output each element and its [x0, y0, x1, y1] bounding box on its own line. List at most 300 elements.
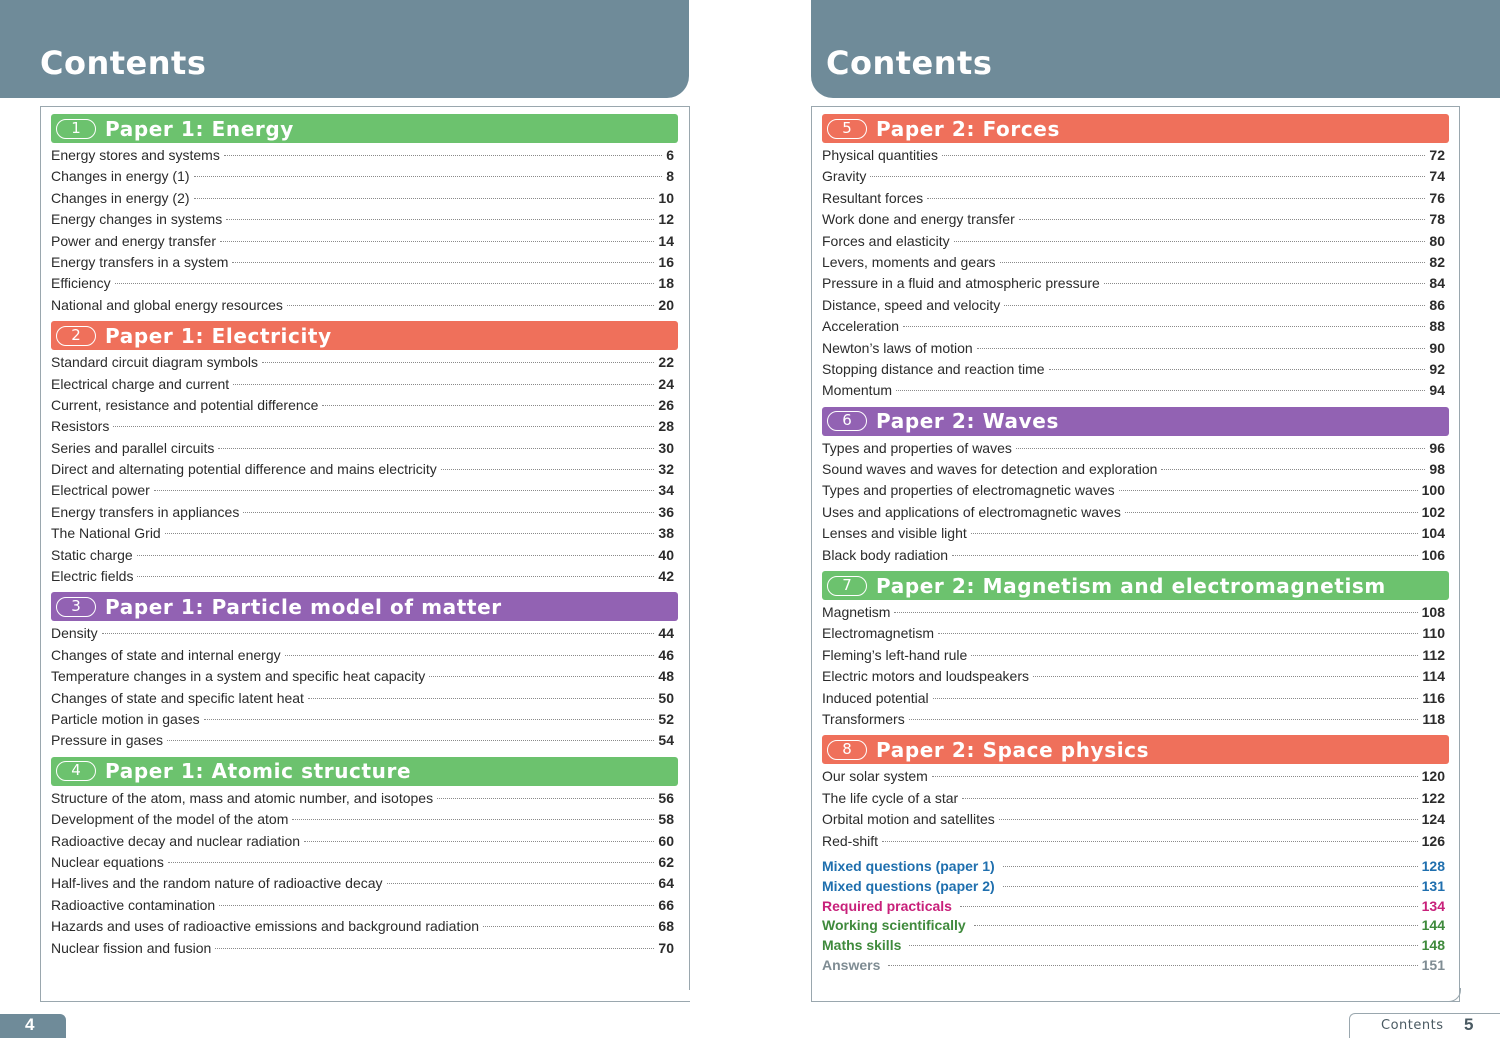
entry-page-number: 110	[1422, 625, 1445, 642]
entry-title: Half-lives and the random nature of radioactive decay	[51, 875, 383, 892]
entry-title: Answers	[822, 956, 881, 973]
entry-title: Electric motors and loudspeakers	[822, 668, 1029, 685]
toc-entry[interactable]	[822, 956, 1449, 976]
toc-entry[interactable]	[51, 352, 678, 373]
frame-corner	[1447, 988, 1461, 1002]
toc-entry[interactable]	[822, 252, 1449, 273]
entry-title: Magnetism	[822, 604, 891, 621]
entry-title: Lenses and visible light	[822, 525, 967, 542]
entry-page-number: 32	[658, 461, 674, 478]
dot-leader	[115, 283, 655, 284]
page-title: Contents	[40, 44, 207, 82]
toc-entry[interactable]	[51, 273, 678, 294]
entry-title: Electrical charge and current	[51, 375, 230, 392]
section-header[interactable]	[822, 407, 1449, 436]
entry-title: Types and properties of electromagnetic waves	[822, 482, 1115, 499]
toc-entry[interactable]	[51, 831, 678, 852]
entry-page-number: 100	[1421, 482, 1445, 499]
section-header[interactable]	[51, 592, 678, 621]
toc-entry[interactable]	[51, 395, 678, 416]
toc-entry[interactable]	[51, 438, 678, 459]
dot-leader	[168, 862, 655, 863]
dot-leader	[932, 776, 1418, 777]
dot-leader	[285, 655, 655, 656]
toc-entry[interactable]	[51, 374, 678, 395]
dot-leader	[1019, 219, 1426, 220]
toc-entry[interactable]	[51, 416, 678, 437]
dot-leader	[888, 965, 1417, 966]
toc-entry[interactable]	[51, 480, 678, 501]
entry-title: Power and energy transfer	[51, 232, 216, 249]
entry-page-number: 116	[1422, 689, 1445, 706]
entry-title: Efficiency	[51, 275, 111, 292]
toc-entry[interactable]	[822, 459, 1449, 480]
entry-page-number: 94	[1429, 382, 1445, 399]
entry-page-number: 131	[1421, 877, 1445, 894]
dot-leader	[220, 241, 654, 242]
toc-entry[interactable]	[822, 709, 1449, 730]
toc-entry[interactable]	[51, 295, 678, 316]
toc-entry[interactable]	[51, 523, 678, 544]
dot-leader	[219, 905, 654, 906]
entry-title: Energy stores and systems	[51, 147, 220, 163]
section-header[interactable]	[822, 114, 1449, 143]
entry-title: Density	[51, 625, 98, 642]
dot-leader	[483, 926, 654, 927]
dot-leader	[1033, 676, 1418, 677]
entry-page-number: 20	[658, 296, 674, 313]
dot-leader	[903, 326, 1425, 327]
entry-title: Pressure in gases	[51, 732, 164, 749]
entry-page-number: 24	[658, 375, 674, 392]
section-number-badge: 7	[827, 576, 867, 596]
dot-leader	[429, 676, 654, 677]
toc-entry[interactable]	[51, 852, 678, 873]
entry-page-number: 74	[1429, 168, 1445, 185]
toc-entry[interactable]	[51, 188, 678, 209]
section-number-badge: 1	[56, 119, 96, 139]
entry-page-number: 122	[1421, 789, 1445, 806]
entry-page-number: 10	[658, 189, 674, 206]
toc-entry[interactable]	[822, 480, 1449, 501]
toc-entry[interactable]	[822, 338, 1449, 359]
dot-leader	[154, 490, 655, 491]
dot-leader	[387, 883, 655, 884]
entry-page-number: 58	[658, 811, 674, 828]
section-entries	[822, 438, 1449, 566]
entry-page-number: 114	[1422, 668, 1445, 685]
entry-page-number: 56	[658, 789, 674, 806]
toc-entry[interactable]	[51, 809, 678, 830]
toc-entry[interactable]	[822, 380, 1449, 401]
dot-leader	[304, 841, 654, 842]
entry-page-number: 28	[658, 418, 674, 435]
entry-title: Current, resistance and potential difference	[51, 396, 319, 413]
dot-leader	[194, 198, 655, 199]
dot-leader	[165, 533, 655, 534]
toc-entry[interactable]	[51, 873, 678, 894]
toc-entry[interactable]	[51, 166, 678, 187]
toc-entry[interactable]	[822, 502, 1449, 523]
toc-entry[interactable]	[822, 316, 1449, 337]
entry-title: Orbital motion and satellites	[822, 811, 995, 828]
dot-leader	[437, 798, 654, 799]
entry-page-number: 144	[1421, 917, 1445, 934]
section-header[interactable]	[822, 571, 1449, 600]
entry-page-number: 6	[666, 147, 674, 163]
entry-title: Fleming’s left-hand rule	[822, 646, 968, 663]
section-header[interactable]	[822, 735, 1449, 764]
entry-page-number: 84	[1429, 275, 1445, 292]
entry-page-number: 26	[658, 396, 674, 413]
entry-page-number: 108	[1421, 604, 1445, 621]
dot-leader	[1104, 283, 1426, 284]
section-title: Paper 2: Space physics	[876, 737, 1150, 762]
entry-page-number: 126	[1421, 832, 1445, 849]
entry-page-number: 34	[658, 482, 674, 499]
entry-title: Working scientifically	[822, 917, 966, 934]
dot-leader	[322, 405, 654, 406]
page-number: 5	[1464, 1015, 1474, 1034]
section-title: Paper 2: Forces	[876, 116, 1060, 141]
entry-page-number: 78	[1429, 211, 1445, 228]
entry-page-number: 70	[658, 939, 674, 956]
toc-entry[interactable]	[822, 166, 1449, 187]
dot-leader	[441, 469, 655, 470]
dot-leader	[909, 719, 1419, 720]
dot-leader	[933, 698, 1419, 699]
entry-page-number: 118	[1422, 710, 1445, 727]
dot-leader	[102, 633, 655, 634]
entry-title: Forces and elasticity	[822, 232, 950, 249]
dot-leader	[292, 819, 654, 820]
entry-title: Static charge	[51, 546, 133, 563]
entry-title: Red-shift	[822, 832, 879, 849]
toc-entry[interactable]	[822, 688, 1449, 709]
dot-leader	[938, 633, 1418, 634]
dot-leader	[894, 612, 1417, 613]
right-page	[811, 0, 1500, 1064]
entry-page-number: 36	[658, 503, 674, 520]
entry-title: Energy changes in systems	[51, 211, 223, 228]
dot-leader	[287, 305, 654, 306]
entry-title: Electromagnetism	[822, 625, 935, 642]
entry-title: Development of the model of the atom	[51, 811, 289, 828]
entry-title: Uses and applications of electromagnetic waves	[822, 503, 1121, 520]
footer-page-tab	[1349, 1013, 1500, 1038]
section-header[interactable]	[51, 321, 678, 350]
entry-page-number: 106	[1421, 546, 1445, 563]
entry-page-number: 16	[658, 253, 674, 270]
section-number-badge: 6	[827, 411, 867, 431]
toc-entry[interactable]	[822, 231, 1449, 252]
toc-entry[interactable]	[51, 645, 678, 666]
dot-leader	[1161, 469, 1425, 470]
dot-leader	[137, 576, 654, 577]
toc-entry[interactable]	[822, 831, 1449, 852]
dot-leader	[167, 740, 654, 741]
contents-frame	[40, 106, 690, 1002]
entry-page-number: 12	[658, 211, 674, 228]
entry-page-number: 64	[658, 875, 674, 892]
entry-page-number: 42	[658, 568, 674, 585]
toc-entry[interactable]	[51, 666, 678, 687]
toc-entry[interactable]	[51, 566, 678, 587]
entry-title: Pressure in a fluid and atmospheric pressure	[822, 275, 1100, 292]
entry-page-number: 102	[1421, 503, 1445, 520]
entry-page-number: 96	[1429, 439, 1445, 456]
dot-leader	[1125, 512, 1418, 513]
dot-leader	[262, 362, 654, 363]
entry-page-number: 48	[658, 668, 674, 685]
dot-leader	[218, 448, 654, 449]
dot-leader	[1000, 262, 1426, 263]
entry-page-number: 22	[658, 354, 674, 371]
toc-entry[interactable]	[822, 809, 1449, 830]
section-number-badge: 4	[56, 761, 96, 781]
toc-entry[interactable]	[822, 438, 1449, 459]
entry-title: Black body radiation	[822, 546, 949, 563]
entry-title: Changes of state and internal energy	[51, 646, 281, 663]
entry-title: Required practicals	[822, 897, 952, 914]
page-title: Contents	[826, 44, 993, 82]
toc-entry[interactable]	[51, 145, 678, 166]
toc-entry[interactable]	[822, 623, 1449, 644]
toc-entry[interactable]	[51, 459, 678, 480]
entry-title: Gravity	[822, 168, 867, 185]
dot-leader	[215, 948, 654, 949]
dot-leader	[999, 819, 1418, 820]
toc-entry[interactable]	[51, 502, 678, 523]
entry-title: Radioactive decay and nuclear radiation	[51, 832, 301, 849]
section-entries	[822, 602, 1449, 730]
entry-title: Physical quantities	[822, 147, 938, 163]
section-title: Paper 1: Particle model of matter	[105, 594, 502, 619]
footer-page-tab	[0, 1014, 66, 1038]
toc-entry[interactable]	[822, 295, 1449, 316]
entry-title: Structure of the atom, mass and atomic number, and isotopes	[51, 789, 434, 806]
dot-leader	[882, 841, 1418, 842]
entry-page-number: 98	[1429, 461, 1445, 478]
entry-title: Our solar system	[822, 768, 928, 785]
dot-leader	[1016, 448, 1426, 449]
entry-page-number: 90	[1429, 339, 1445, 356]
entry-page-number: 54	[658, 732, 674, 749]
section-entries	[51, 145, 678, 316]
entry-title: Standard circuit diagram symbols	[51, 354, 258, 371]
entry-page-number: 66	[658, 896, 674, 913]
dot-leader	[232, 262, 654, 263]
dot-leader	[1003, 886, 1418, 887]
footer-label: Contents	[1381, 1018, 1444, 1033]
entry-title: National and global energy resources	[51, 296, 283, 313]
section-entries	[822, 766, 1449, 852]
entry-title: Direct and alternating potential difference and mains electricity	[51, 461, 437, 478]
entry-page-number: 151	[1421, 956, 1445, 973]
entry-title: Changes in energy (1)	[51, 168, 190, 185]
dot-leader	[308, 698, 654, 699]
dot-leader	[137, 555, 655, 556]
toc-entry[interactable]	[822, 545, 1449, 566]
section-header[interactable]	[51, 757, 678, 786]
contents-frame	[811, 106, 1460, 1002]
toc-entry[interactable]	[51, 688, 678, 709]
entry-title: Sound waves and waves for detection and exploration	[822, 461, 1158, 478]
entry-title: Changes in energy (2)	[51, 189, 190, 206]
toc-entry[interactable]	[822, 857, 1449, 877]
toc-entry[interactable]	[822, 273, 1449, 294]
entry-title: Momentum	[822, 382, 893, 399]
entry-page-number: 50	[658, 689, 674, 706]
entry-page-number: 14	[658, 232, 674, 249]
entry-title: The National Grid	[51, 525, 161, 542]
entry-page-number: 30	[658, 439, 674, 456]
entry-title: Hazards and uses of radioactive emissions and background radiation	[51, 918, 480, 935]
entry-title: Resistors	[51, 418, 110, 435]
section-number-badge: 8	[827, 740, 867, 760]
entry-page-number: 8	[666, 168, 674, 185]
dot-leader	[243, 512, 654, 513]
entry-title: Distance, speed and velocity	[822, 296, 1001, 313]
entry-page-number: 120	[1421, 768, 1445, 785]
dot-leader	[954, 241, 1426, 242]
toc-entry[interactable]	[51, 730, 678, 751]
toc-entry[interactable]	[822, 897, 1449, 917]
dot-leader	[942, 155, 1425, 156]
toc-entry[interactable]	[51, 209, 678, 230]
toc-entry[interactable]	[51, 545, 678, 566]
toc-entry[interactable]	[51, 623, 678, 644]
dot-leader	[909, 945, 1417, 946]
entry-page-number: 124	[1421, 811, 1445, 828]
toc-entry[interactable]	[51, 938, 678, 959]
dot-leader	[927, 198, 1425, 199]
entry-title: Acceleration	[822, 318, 900, 335]
dot-leader	[1003, 866, 1418, 867]
toc-entry[interactable]	[822, 188, 1449, 209]
dot-leader	[1119, 490, 1418, 491]
toc-entry[interactable]	[822, 766, 1449, 787]
section-number-badge: 2	[56, 326, 96, 346]
toc-entry[interactable]	[822, 145, 1449, 166]
dot-leader	[977, 348, 1426, 349]
section-title: Paper 2: Magnetism and electromagnetism	[876, 573, 1386, 598]
dot-leader	[224, 155, 662, 156]
entry-page-number: 72	[1429, 147, 1445, 163]
entry-title: Induced potential	[822, 689, 929, 706]
dot-leader	[1004, 305, 1425, 306]
entry-page-number: 92	[1429, 360, 1445, 377]
dot-leader	[974, 925, 1418, 926]
entry-page-number: 62	[658, 853, 674, 870]
entry-title: Radioactive contamination	[51, 896, 216, 913]
section-header[interactable]	[51, 114, 678, 143]
section-title: Paper 1: Atomic structure	[105, 759, 412, 784]
dot-leader	[960, 906, 1418, 907]
toc-entry[interactable]	[51, 231, 678, 252]
left-page	[0, 0, 690, 1064]
dot-leader	[870, 176, 1425, 177]
toc-entry[interactable]	[822, 666, 1449, 687]
page-number: 4	[25, 1015, 35, 1034]
entry-title: Series and parallel circuits	[51, 439, 215, 456]
entry-title: Nuclear equations	[51, 853, 164, 870]
contents-list	[51, 114, 678, 964]
toc-entry[interactable]	[822, 877, 1449, 897]
entry-title: Mixed questions (paper 2)	[822, 877, 995, 894]
toc-entry[interactable]	[51, 709, 678, 730]
entry-title: Mixed questions (paper 1)	[822, 857, 995, 874]
toc-entry[interactable]	[822, 523, 1449, 544]
entry-page-number: 18	[658, 275, 674, 292]
toc-entry[interactable]	[51, 252, 678, 273]
entry-page-number: 38	[658, 525, 674, 542]
dot-leader	[204, 719, 655, 720]
toc-entry[interactable]	[822, 916, 1449, 936]
entry-page-number: 86	[1429, 296, 1445, 313]
toc-entry[interactable]	[822, 936, 1449, 956]
entry-title: Transformers	[822, 710, 905, 727]
entry-title: Particle motion in gases	[51, 710, 200, 727]
entry-page-number: 82	[1429, 253, 1445, 270]
section-title: Paper 1: Energy	[105, 116, 294, 141]
section-title: Paper 1: Electricity	[105, 323, 332, 348]
header-band	[811, 0, 1500, 98]
entry-title: Work done and energy transfer	[822, 211, 1015, 228]
entry-page-number: 76	[1429, 189, 1445, 206]
contents-list	[822, 114, 1449, 976]
entry-title: Electric fields	[51, 568, 134, 585]
entry-page-number: 128	[1421, 857, 1445, 874]
entry-page-number: 80	[1429, 232, 1445, 249]
toc-entry[interactable]	[51, 916, 678, 937]
toc-entry[interactable]	[822, 645, 1449, 666]
entry-page-number: 44	[658, 625, 674, 642]
section-entries	[51, 623, 678, 751]
section-number-badge: 3	[56, 597, 96, 617]
section-title: Paper 2: Waves	[876, 409, 1059, 434]
entry-title: Electrical power	[51, 482, 150, 499]
entry-title: Types and properties of waves	[822, 439, 1012, 456]
dot-leader	[233, 384, 654, 385]
entry-title: The life cycle of a star	[822, 789, 959, 806]
extra-sections	[822, 857, 1449, 976]
toc-entry[interactable]	[822, 359, 1449, 380]
toc-entry[interactable]	[822, 209, 1449, 230]
entry-title: Newton’s laws of motion	[822, 339, 973, 356]
entry-page-number: 60	[658, 832, 674, 849]
dot-leader	[113, 426, 654, 427]
entry-page-number: 46	[658, 646, 674, 663]
dot-leader	[971, 533, 1418, 534]
entry-page-number: 68	[658, 918, 674, 935]
entry-page-number: 148	[1421, 937, 1445, 954]
entry-page-number: 88	[1429, 318, 1445, 335]
dot-leader	[971, 655, 1418, 656]
entry-title: Levers, moments and gears	[822, 253, 996, 270]
toc-entry[interactable]	[51, 895, 678, 916]
toc-entry[interactable]	[822, 602, 1449, 623]
dot-leader	[194, 176, 663, 177]
entry-page-number: 52	[658, 710, 674, 727]
entry-page-number: 112	[1422, 646, 1445, 663]
entry-title: Stopping distance and reaction time	[822, 360, 1045, 377]
toc-entry[interactable]	[822, 788, 1449, 809]
dot-leader	[952, 555, 1418, 556]
entry-page-number: 40	[658, 546, 674, 563]
section-entries	[51, 352, 678, 587]
toc-entry[interactable]	[51, 788, 678, 809]
